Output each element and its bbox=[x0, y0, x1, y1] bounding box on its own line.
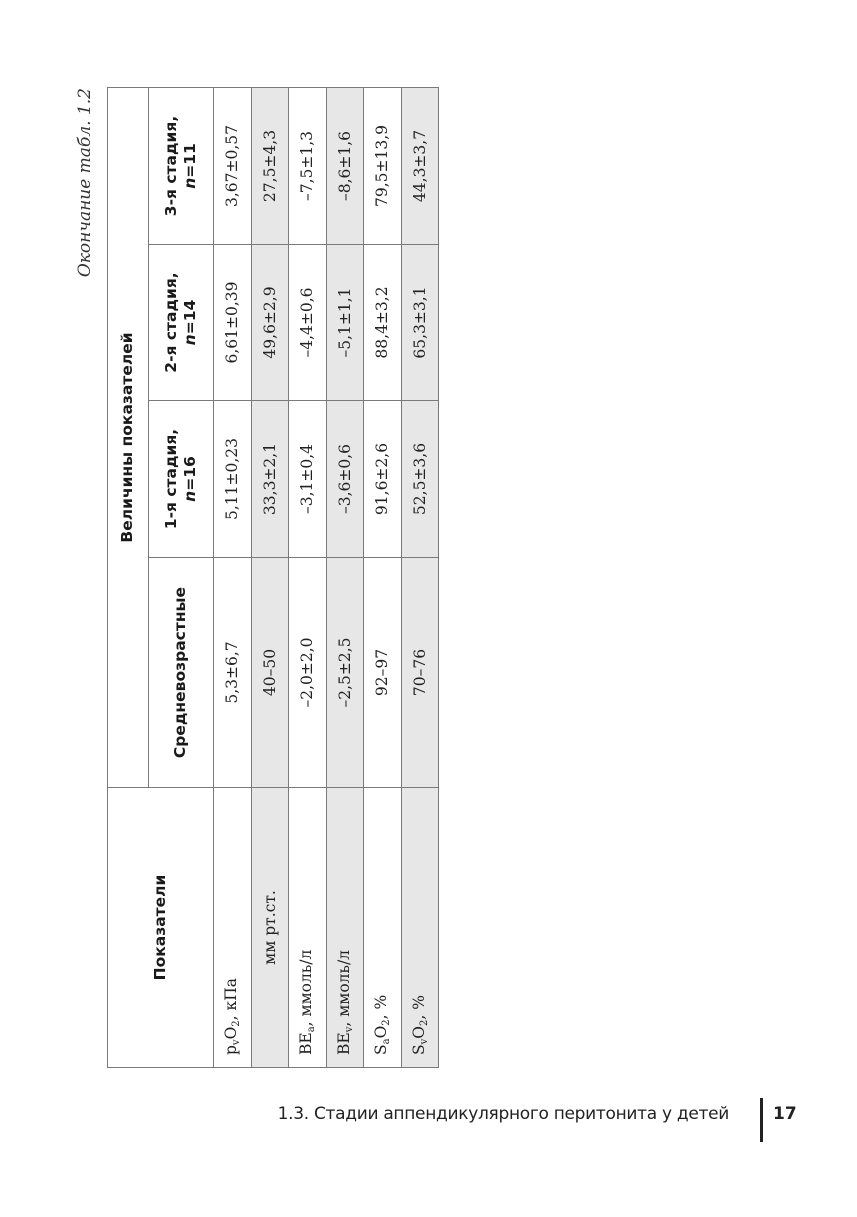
header-col-title: 2-я стадия, bbox=[161, 272, 180, 373]
table-row bbox=[289, 87, 327, 1067]
row-label: $S_vO_2$, % bbox=[401, 788, 439, 1068]
footer-divider bbox=[760, 1098, 763, 1142]
table-cell: –3,6±0,6 bbox=[326, 401, 364, 558]
table-row bbox=[364, 87, 402, 1067]
table-cell: 92–97 bbox=[364, 558, 402, 788]
running-footer-title: 1.3. Стадии аппендикулярного перитонита у детей bbox=[277, 1104, 729, 1124]
table-cell: 88,4±3,2 bbox=[364, 245, 402, 401]
table-cell: 44,3±3,7 bbox=[401, 87, 439, 244]
header-col-stage2 bbox=[149, 245, 214, 401]
table-cell: 91,6±2,6 bbox=[364, 401, 402, 558]
header-col-n: n bbox=[181, 177, 199, 189]
table-row bbox=[326, 87, 364, 1067]
table-row bbox=[214, 87, 252, 1067]
data-table bbox=[107, 87, 439, 1068]
table-cell: –4,4±0,6 bbox=[289, 245, 327, 401]
table-cell: 70–76 bbox=[401, 558, 439, 788]
rotated-table-block bbox=[75, 88, 439, 1068]
table-cell: –3,1±0,4 bbox=[289, 401, 327, 558]
header-indicators: Показатели bbox=[108, 788, 214, 1068]
table-cell: 6,61±0,39 bbox=[214, 245, 252, 401]
table-cell: –2,0±2,0 bbox=[289, 558, 327, 788]
table-cell: –8,6±1,6 bbox=[326, 87, 364, 244]
table-cell: –2,5±2,5 bbox=[326, 558, 364, 788]
header-values-group: Величины показателей bbox=[108, 87, 149, 787]
table-cell: 49,6±2,9 bbox=[251, 245, 289, 401]
header-col-title: 3-я стадия, bbox=[161, 115, 180, 217]
header-col-title: Средневозрастные bbox=[171, 586, 190, 759]
header-col-n: n bbox=[181, 334, 199, 346]
header-col-stage3 bbox=[149, 87, 214, 244]
row-label: $BE_v$, ммоль/л bbox=[326, 788, 364, 1068]
header-col-n-value: =14 bbox=[181, 299, 199, 335]
table-cell: 79,5±13,9 bbox=[364, 87, 402, 244]
table-cell: –7,5±1,3 bbox=[289, 87, 327, 244]
page-number: 17 bbox=[773, 1104, 797, 1124]
row-label: $BE_a$, ммоль/л bbox=[289, 788, 327, 1068]
row-label: $S_aO_2$, % bbox=[364, 788, 402, 1068]
table-cell: 27,5±4,3 bbox=[251, 87, 289, 244]
header-col-n-value: =16 bbox=[181, 456, 199, 491]
table-cell: –5,1±1,1 bbox=[326, 245, 364, 401]
table-cell: 5,11±0,23 bbox=[214, 401, 252, 558]
header-col-n-value: =11 bbox=[181, 143, 199, 178]
header-col-average bbox=[149, 558, 214, 788]
table-caption: Окончание табл. 1.2 bbox=[75, 88, 95, 278]
header-col-stage1 bbox=[149, 401, 214, 558]
row-label: мм рт.ст. bbox=[251, 788, 289, 1068]
table-row bbox=[401, 87, 439, 1067]
header-col-n: n bbox=[181, 490, 199, 502]
row-label: $p_vO_2$, кПа bbox=[214, 788, 252, 1068]
table-cell: 40–50 bbox=[251, 558, 289, 788]
table-cell: 33,3±2,1 bbox=[251, 401, 289, 558]
table-row bbox=[251, 87, 289, 1067]
table-cell: 3,67±0,57 bbox=[214, 87, 252, 244]
header-col-title: 1-я стадия, bbox=[161, 428, 180, 530]
table-cell: 65,3±3,1 bbox=[401, 245, 439, 401]
table-cell: 52,5±3,6 bbox=[401, 401, 439, 558]
table-cell: 5,3±6,7 bbox=[214, 558, 252, 788]
